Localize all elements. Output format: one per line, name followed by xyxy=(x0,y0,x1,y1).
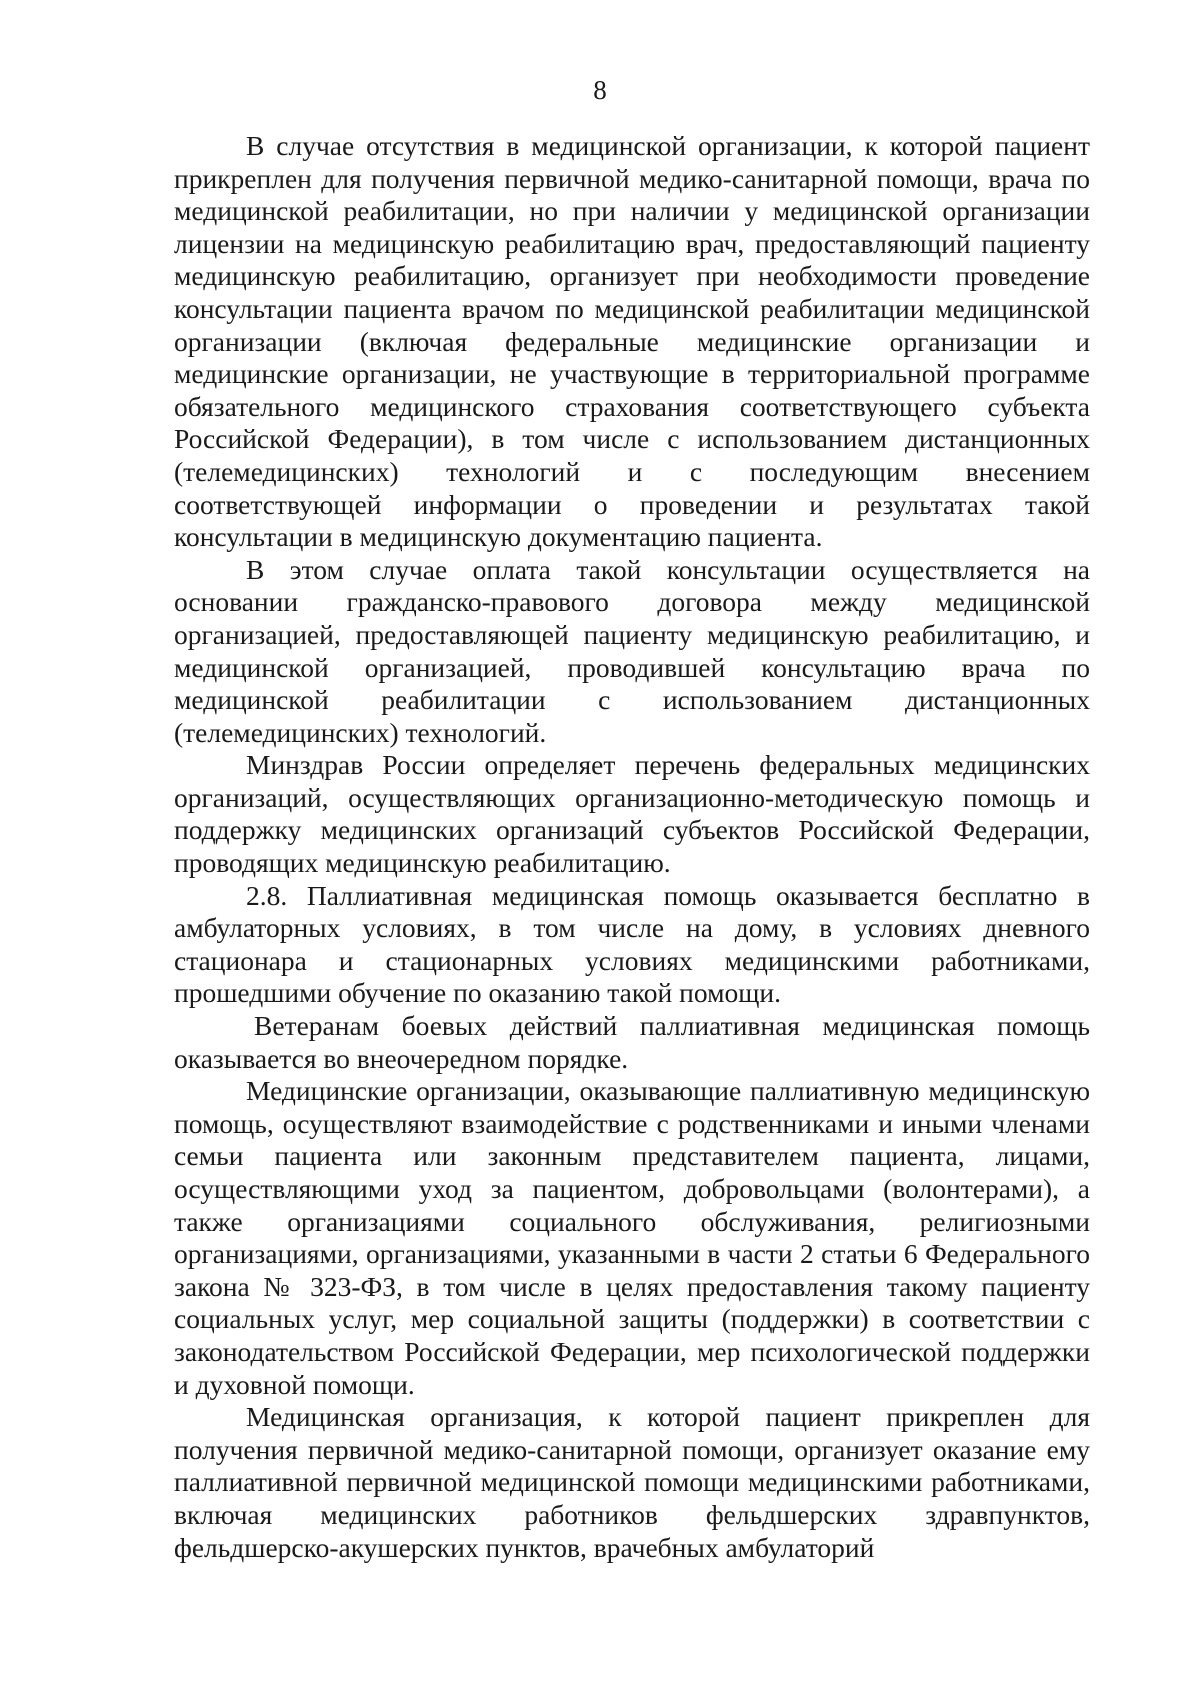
paragraph-veterans: Ветеранам боевых действий паллиативная медицинская помощь оказывается во внеочередном порядке. xyxy=(174,1010,1090,1074)
page-number: 8 xyxy=(593,75,607,105)
paragraph-rehabilitation-consultation: В случае отсутствия в медицинской организации, к которой пациент прикреплен для получения первичной медико-санитарной помощи, врача по медицинской реабилитации, но при наличии у медицинской организации лицензии на медицинскую реабилитацию врач, предоставляющий пациенту медицинскую реабилитацию, организует при необходимости проведение консультации пациента врачом по медицинской реабилитации медицинской организации (включая федеральные медицинские организации и медицинские организации, не участвующие в территориальной программе обязательного медицинского страхования соответствующего субъекта Российской Федерации), в том числе с использованием дистанционных (телемедицинских) технологий и с последующим внесением соответствующей информации о проведении и результатах такой консультации в медицинскую документацию пациента. xyxy=(174,130,1090,553)
paragraph-palliative-care: 2.8. Паллиативная медицинская помощь оказывается бесплатно в амбулаторных условиях, в том числе на дому, в условиях дневного стационара и стационарных условиях медицинскими работниками, прошедшими обучение по оказанию такой помощи. xyxy=(174,879,1090,1009)
paragraph-primary-palliative: Медицинская организация, к которой пациент прикреплен для получения первичной медико-санитарной помощи, организует оказание ему паллиативной первичной медицинской помощи медицинскими работниками, включая медицинских работников фельдшерских здравпунктов, фельдшерско-акушерских пунктов, врачебных амбулаторий xyxy=(174,1401,1090,1563)
paragraph-consultation-payment: В этом случае оплата такой консультации осуществляется на основании гражданско-правового договора между медицинской организацией, предоставляющей пациенту медицинскую реабилитацию, и медицинской организацией, проводившей консультацию врача по медицинской реабилитации с использованием дистанционных (телемедицинских) технологий. xyxy=(174,553,1090,748)
document-body xyxy=(174,130,1090,1564)
paragraph-ministry-list: Минздрав России определяет перечень федеральных медицинских организаций, осуществляющих организационно-методическую помощь и поддержку медицинских организаций субъектов Российской Федерации, проводящих медицинскую реабилитацию. xyxy=(174,749,1090,879)
paragraph-palliative-interaction: Медицинские организации, оказывающие паллиативную медицинскую помощь, осуществляют взаимодействие с родственниками и иными членами семьи пациента или законным представителем пациента, лицами, осуществляющими уход за пациентом, добровольцами (волонтерами), а также организациями социального обслуживания, религиозными организациями, организациями, указанными в части 2 статьи 6 Федерального закона № 323-ФЗ, в том числе в целях предоставления такому пациенту социальных услуг, мер социальной защиты (поддержки) в соответствии с законодательством Российской Федерации, мер психологической поддержки и духовной помощи. xyxy=(174,1075,1090,1400)
